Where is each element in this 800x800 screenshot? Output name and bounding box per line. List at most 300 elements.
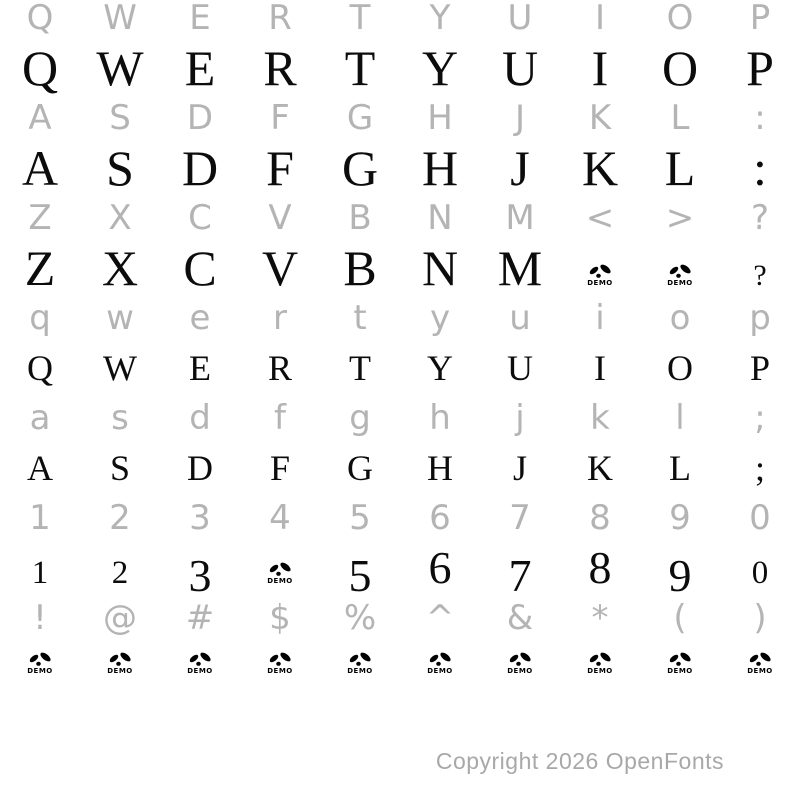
glyph-char: U — [501, 40, 539, 96]
demo-fleuron-icon — [587, 263, 613, 287]
glyph-cell — [480, 543, 560, 601]
glyph-cell — [480, 643, 560, 693]
glyph-char: H — [427, 448, 453, 488]
glyph-char: O — [666, 0, 694, 38]
glyph-cell — [640, 643, 720, 693]
glyph-char: I — [594, 348, 606, 388]
glyph-char: 1 — [31, 555, 49, 591]
glyph-cell — [400, 343, 480, 393]
glyph-char: G — [347, 448, 373, 488]
glyph-cell — [80, 543, 160, 598]
glyph-cell — [160, 443, 240, 493]
glyph-cell — [160, 193, 240, 243]
glyph-cell — [560, 593, 640, 643]
glyph-char: Y — [427, 348, 453, 388]
glyph-char: 3 — [188, 550, 212, 601]
glyph-char: N — [427, 198, 453, 238]
glyph-char: < — [585, 198, 615, 238]
glyph-cell — [720, 193, 800, 243]
glyph-cell — [720, 93, 800, 143]
glyph-char: D — [181, 140, 219, 196]
glyph-cell — [80, 40, 160, 96]
glyph-char: R — [263, 40, 297, 96]
glyph-char: Q — [21, 40, 59, 96]
glyph-cell — [400, 193, 480, 243]
glyph-cell — [560, 40, 640, 96]
glyph-cell — [160, 140, 240, 196]
glyph-row — [0, 293, 800, 343]
glyph-char: 8 — [588, 542, 612, 593]
glyph-char: 7 — [508, 550, 532, 601]
demo-fleuron-icon — [747, 651, 773, 675]
demo-label: DEMO — [107, 667, 133, 675]
glyph-cell — [720, 140, 800, 196]
glyph-cell — [320, 543, 400, 601]
glyph-char: A — [28, 98, 52, 138]
glyph-cell — [480, 293, 560, 343]
glyph-cell — [320, 443, 400, 493]
glyph-char: 0 — [749, 498, 771, 538]
glyph-cell — [320, 493, 400, 543]
glyph-char: L — [669, 448, 691, 488]
glyph-char: o — [669, 298, 691, 338]
glyph-cell — [480, 140, 560, 196]
glyph-cell — [320, 240, 400, 296]
glyph-char: B — [348, 198, 372, 238]
glyph-cell — [720, 343, 800, 393]
glyph-cell — [320, 140, 400, 196]
glyph-char: P — [749, 348, 771, 388]
glyph-cell — [80, 593, 160, 643]
glyph-cell — [480, 0, 560, 43]
glyph-row — [0, 93, 800, 143]
glyph-cell — [0, 443, 80, 493]
glyph-char: A — [21, 140, 59, 196]
glyph-char: W — [96, 40, 144, 96]
glyph-cell — [320, 193, 400, 243]
glyph-cell — [0, 343, 80, 393]
glyph-char: B — [343, 240, 377, 296]
glyph-cell — [720, 393, 800, 443]
glyph-cell — [720, 543, 800, 598]
demo-fleuron-icon — [667, 263, 693, 287]
glyph-cell — [80, 240, 160, 296]
glyph-cell — [480, 240, 560, 296]
glyph-char: ? — [750, 198, 770, 238]
glyph-char: % — [343, 598, 377, 638]
glyph-row — [0, 443, 800, 493]
glyph-row — [0, 140, 800, 196]
glyph-cell — [320, 643, 400, 693]
glyph-cell — [640, 193, 720, 243]
glyph-char: h — [429, 398, 451, 438]
demo-label: DEMO — [187, 667, 213, 675]
glyph-char: t — [353, 298, 367, 338]
demo-label: DEMO — [267, 577, 293, 585]
glyph-char: ) — [753, 598, 767, 638]
glyph-char: Z — [24, 240, 56, 296]
glyph-cell — [80, 93, 160, 143]
glyph-row — [0, 493, 800, 543]
glyph-cell — [480, 40, 560, 96]
glyph-char: 9 — [668, 550, 692, 601]
glyph-char: ( — [673, 598, 687, 638]
glyph-cell — [160, 493, 240, 543]
glyph-char: ; — [754, 448, 765, 488]
glyph-char: y — [429, 298, 451, 338]
demo-label: DEMO — [587, 279, 613, 287]
glyph-char: q — [29, 298, 51, 338]
glyph-char: R — [267, 348, 292, 388]
demo-fleuron-icon — [27, 651, 53, 675]
demo-label: DEMO — [267, 667, 293, 675]
demo-label: DEMO — [747, 667, 773, 675]
glyph-char: 2 — [111, 555, 129, 591]
glyph-char: Z — [28, 198, 52, 238]
glyph-char: 7 — [509, 498, 531, 538]
glyph-cell — [80, 343, 160, 393]
glyph-cell — [320, 93, 400, 143]
glyph-cell — [0, 493, 80, 543]
glyph-char: E — [189, 348, 211, 388]
glyph-cell — [0, 293, 80, 343]
glyph-char: $ — [269, 598, 291, 638]
glyph-char: ? — [753, 259, 767, 292]
glyph-char: L — [664, 140, 696, 196]
glyph-cell — [240, 543, 320, 593]
glyph-char: V — [268, 198, 292, 238]
glyph-cell — [640, 393, 720, 443]
demo-fleuron-icon — [187, 651, 213, 675]
glyph-row — [0, 643, 800, 693]
glyph-char: F — [269, 448, 291, 488]
glyph-cell — [320, 343, 400, 393]
glyph-cell — [400, 0, 480, 43]
demo-fleuron-icon — [427, 651, 453, 675]
glyph-cell — [240, 643, 320, 693]
glyph-cell — [0, 593, 80, 643]
glyph-cell — [400, 93, 480, 143]
glyph-row — [0, 542, 800, 601]
glyph-cell — [240, 443, 320, 493]
glyph-char: L — [670, 98, 690, 138]
glyph-char: C — [188, 198, 212, 238]
glyph-char: N — [421, 240, 459, 296]
glyph-char: I — [591, 40, 609, 96]
glyph-char: 9 — [669, 498, 691, 538]
glyph-cell — [480, 93, 560, 143]
glyph-cell — [400, 593, 480, 643]
demo-fleuron-icon — [267, 561, 293, 585]
demo-fleuron-icon — [587, 651, 613, 675]
glyph-char: Y — [421, 40, 459, 96]
glyph-cell — [160, 240, 240, 296]
glyph-cell — [240, 240, 320, 296]
glyph-char: J — [510, 140, 530, 196]
glyph-char: S — [106, 140, 134, 196]
glyph-cell — [480, 493, 560, 543]
glyph-char: 6 — [428, 542, 452, 593]
demo-label: DEMO — [667, 667, 693, 675]
glyph-char: J — [514, 98, 526, 138]
glyph-char: > — [665, 198, 695, 238]
demo-label: DEMO — [507, 667, 533, 675]
glyph-row — [0, 343, 800, 393]
demo-label: DEMO — [667, 279, 693, 287]
glyph-char: l — [675, 398, 685, 438]
glyph-cell — [240, 343, 320, 393]
glyph-cell — [720, 493, 800, 543]
glyph-cell — [80, 140, 160, 196]
demo-fleuron-icon — [507, 651, 533, 675]
glyph-char: U — [507, 348, 533, 388]
copyright-text: Copyright 2026 OpenFonts — [435, 748, 724, 774]
glyph-cell — [640, 343, 720, 393]
glyph-cell — [0, 140, 80, 196]
glyph-cell — [480, 343, 560, 393]
glyph-cell — [720, 593, 800, 643]
glyph-cell — [240, 193, 320, 243]
glyph-cell — [0, 93, 80, 143]
demo-label: DEMO — [587, 667, 613, 675]
glyph-cell — [400, 240, 480, 296]
glyph-char: G — [346, 98, 374, 138]
glyph-cell — [640, 493, 720, 543]
glyph-char: W — [103, 0, 137, 38]
glyph-cell — [560, 393, 640, 443]
glyph-char: K — [581, 140, 619, 196]
glyph-char: 3 — [189, 498, 211, 538]
glyph-char: S — [109, 98, 131, 138]
glyph-char: a — [29, 398, 51, 438]
glyph-char: E — [184, 40, 216, 96]
glyph-cell — [240, 40, 320, 96]
glyph-cell — [480, 443, 560, 493]
glyph-cell — [80, 443, 160, 493]
glyph-char: s — [111, 398, 129, 438]
glyph-char: T — [349, 0, 371, 38]
glyph-char: C — [183, 240, 217, 296]
glyph-cell — [240, 140, 320, 196]
glyph-cell — [640, 293, 720, 343]
glyph-char: U — [507, 0, 533, 38]
glyph-char: e — [189, 298, 211, 338]
glyph-cell — [320, 40, 400, 96]
glyph-char: Q — [26, 0, 54, 38]
glyph-cell — [0, 543, 80, 598]
glyph-cell — [160, 40, 240, 96]
glyph-char: V — [261, 240, 299, 296]
glyph-cell — [480, 193, 560, 243]
glyph-cell — [240, 0, 320, 43]
glyph-char: H — [421, 140, 459, 196]
glyph-char: w — [106, 298, 134, 338]
glyph-char: Y — [429, 0, 451, 38]
glyph-char: 5 — [348, 550, 372, 601]
glyph-char: J — [512, 448, 527, 488]
glyph-char: : — [754, 98, 766, 138]
glyph-cell — [560, 140, 640, 196]
glyph-char: M — [505, 198, 535, 238]
glyph-cell — [560, 193, 640, 243]
glyph-char: T — [344, 40, 376, 96]
glyph-cell — [560, 293, 640, 343]
glyph-cell — [560, 643, 640, 693]
glyph-cell — [80, 643, 160, 693]
glyph-cell — [160, 293, 240, 343]
glyph-char: G — [341, 140, 379, 196]
glyph-char: * — [591, 598, 609, 638]
glyph-char: f — [274, 398, 286, 438]
glyph-cell — [80, 493, 160, 543]
glyph-char: ! — [33, 598, 47, 638]
glyph-char: D — [187, 448, 213, 488]
glyph-cell — [400, 643, 480, 693]
glyph-cell — [560, 243, 640, 293]
glyph-char: : — [753, 140, 767, 196]
glyph-row — [0, 0, 800, 43]
glyph-char: T — [349, 348, 371, 388]
glyph-cell — [0, 0, 80, 43]
glyph-char: j — [515, 398, 525, 438]
glyph-cell — [400, 443, 480, 493]
glyph-char: O — [667, 348, 693, 388]
demo-fleuron-icon — [667, 651, 693, 675]
glyph-char: P — [746, 40, 774, 96]
glyph-char: p — [749, 298, 771, 338]
glyph-char: g — [349, 398, 371, 438]
glyph-row — [0, 40, 800, 96]
glyph-cell — [720, 0, 800, 43]
glyph-char: 0 — [751, 555, 769, 591]
glyph-cell — [240, 493, 320, 543]
glyph-cell — [640, 443, 720, 493]
glyph-cell — [720, 643, 800, 693]
glyph-char: 4 — [269, 498, 291, 538]
glyph-cell — [0, 393, 80, 443]
glyph-cell — [320, 0, 400, 43]
demo-label: DEMO — [27, 667, 53, 675]
glyph-cell — [80, 293, 160, 343]
glyph-cell — [560, 543, 640, 593]
glyph-cell — [560, 93, 640, 143]
glyph-char: 2 — [109, 498, 131, 538]
glyph-char: & — [506, 598, 534, 638]
glyph-char: # — [185, 598, 215, 638]
glyph-cell — [160, 543, 240, 601]
glyph-char: P — [749, 0, 771, 38]
demo-fleuron-icon — [267, 651, 293, 675]
glyph-cell — [560, 343, 640, 393]
glyph-cell — [560, 0, 640, 43]
glyph-char: X — [108, 198, 132, 238]
glyph-row — [0, 193, 800, 243]
glyph-cell — [80, 193, 160, 243]
glyph-char: S — [109, 448, 131, 488]
glyph-char: d — [189, 398, 211, 438]
glyph-char: 6 — [429, 498, 451, 538]
glyph-cell — [400, 393, 480, 443]
glyph-char: k — [590, 398, 610, 438]
glyph-cell — [640, 140, 720, 196]
glyph-char: W — [103, 348, 137, 388]
glyph-char: 8 — [589, 498, 611, 538]
glyph-cell — [160, 343, 240, 393]
demo-fleuron-icon — [107, 651, 133, 675]
glyph-cell — [0, 40, 80, 96]
glyph-cell — [400, 493, 480, 543]
glyph-cell — [240, 393, 320, 443]
glyph-cell — [240, 593, 320, 643]
glyph-char: 5 — [349, 498, 371, 538]
glyph-cell — [640, 0, 720, 43]
glyph-cell — [320, 293, 400, 343]
glyph-cell — [320, 393, 400, 443]
glyph-cell — [80, 393, 160, 443]
glyph-char: K — [587, 448, 613, 488]
glyph-cell — [480, 393, 560, 443]
demo-fleuron-icon — [347, 651, 373, 675]
glyph-char: 1 — [29, 498, 51, 538]
glyph-cell — [640, 543, 720, 601]
demo-label: DEMO — [347, 667, 373, 675]
glyph-row — [0, 393, 800, 443]
glyph-char: E — [189, 0, 211, 38]
glyph-char: ^ — [425, 598, 455, 638]
glyph-cell — [0, 643, 80, 693]
glyph-char: O — [661, 40, 699, 96]
glyph-char: @ — [103, 598, 137, 638]
glyph-cell — [80, 0, 160, 43]
glyph-cell — [640, 243, 720, 293]
glyph-cell — [240, 293, 320, 343]
glyph-char: X — [101, 240, 139, 296]
glyph-char: Q — [27, 348, 53, 388]
glyph-cell — [560, 443, 640, 493]
glyph-cell — [160, 643, 240, 693]
glyph-cell — [720, 443, 800, 493]
glyph-cell — [0, 240, 80, 296]
glyph-cell — [640, 93, 720, 143]
glyph-cell — [160, 93, 240, 143]
glyph-cell — [400, 40, 480, 96]
demo-label: DEMO — [427, 667, 453, 675]
glyph-char: H — [427, 98, 453, 138]
glyph-cell — [720, 293, 800, 343]
glyph-cell — [640, 40, 720, 96]
glyph-char: M — [497, 240, 543, 296]
glyph-cell — [400, 293, 480, 343]
glyph-char: A — [27, 448, 53, 488]
glyph-char: D — [186, 98, 214, 138]
glyph-cell — [720, 40, 800, 96]
glyph-cell — [240, 93, 320, 143]
glyph-cell — [560, 493, 640, 543]
glyph-char: i — [595, 298, 605, 338]
glyph-cell — [160, 0, 240, 43]
glyph-char: r — [273, 298, 287, 338]
glyph-char: I — [594, 0, 606, 38]
glyph-cell — [0, 193, 80, 243]
glyph-cell — [400, 543, 480, 593]
glyph-char: u — [509, 298, 531, 338]
glyph-char: K — [588, 98, 612, 138]
glyph-char: F — [266, 140, 294, 196]
glyph-row — [0, 240, 800, 296]
glyph-char: R — [268, 0, 292, 38]
glyph-char: F — [270, 98, 290, 138]
glyph-cell — [400, 140, 480, 196]
